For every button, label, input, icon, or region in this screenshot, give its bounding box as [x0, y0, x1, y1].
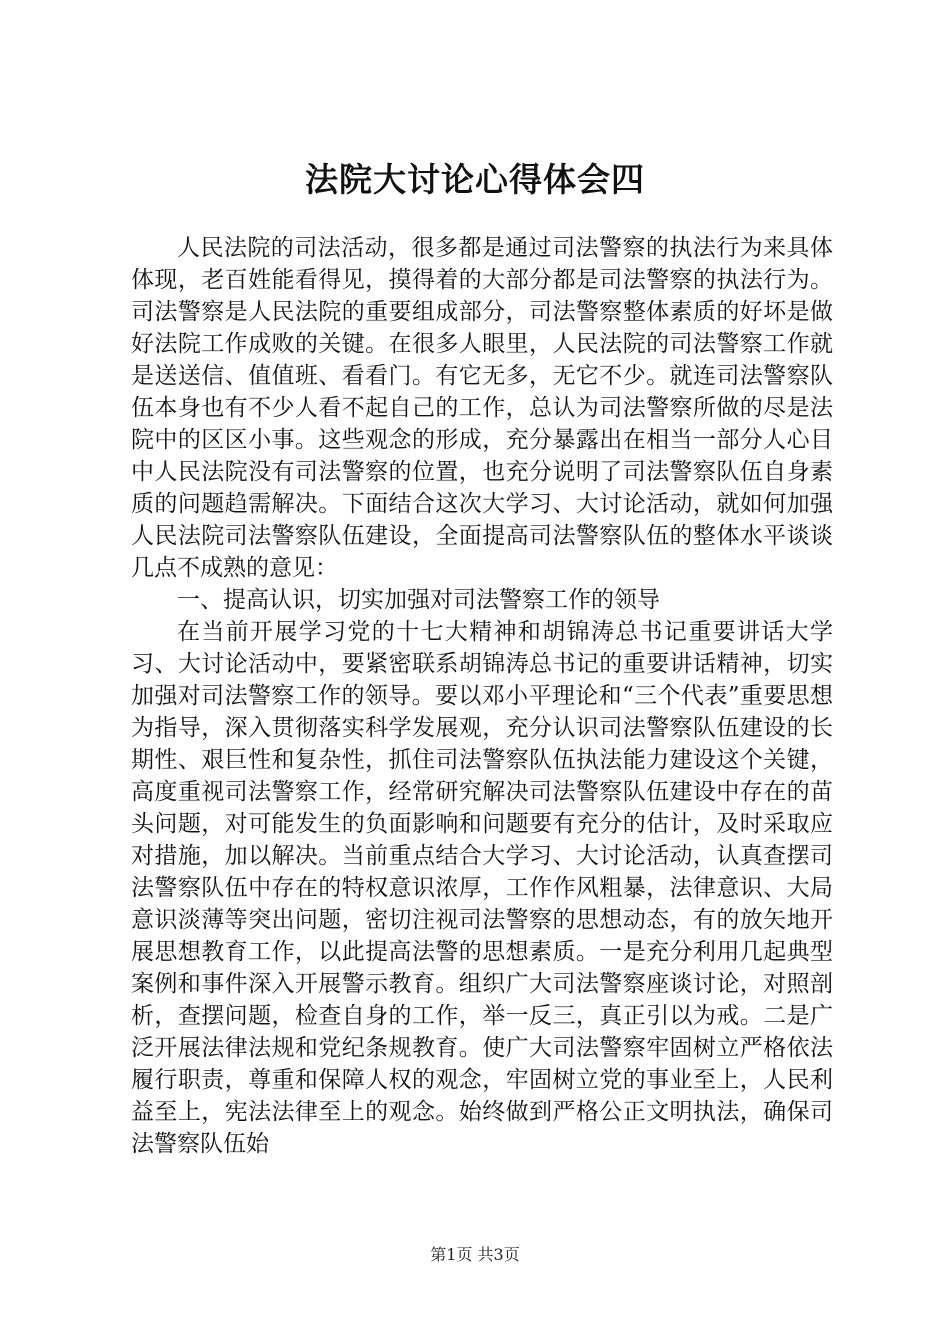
section-heading-1: 一、提高认识，切实加强对司法警察工作的领导 [177, 587, 660, 613]
paragraph-section-1: 在当前开展学习党的十七大精神和胡锦涛总书记重要讲话大学习、大讨论活动中，要紧密联系胡锦涛总书记的重要讲话精神，切实加强对司法警察工作的领导。要以邓小平理论和“三个代表”重要思想为指导，深入贯彻落实科学发展观，充分认识司法警察队伍建设的长期性、艰巨性和复杂性，抓住司法警察队伍执法能力建设这个关键，高度重视司法警察工作，经常研究解决司法警察队伍建设中存在的苗头问题，对可能发生的负面影响和问题要有充分的估计，及时采取应对措施，加以解决。当前重点结合大学习、大讨论活动，认真查摆司法警察队伍中存在的特权意识浓厚，工作作风粗暴，法律意识、大局意识淡薄等突出问题，密切注视司法警察的思想动态，有的放矢地开展思想教育工作，以此提高法警的思想素质。一是充分利用几起典型案例和事件深入开展警示教育。组织广大司法警察座谈讨论，对照剖析，查摆问题，检查自身的工作，举一反三，真正引以为戒。二是广泛开展法律法规和党纪条规教育。使广大司法警察牢固树立严格依法履行职责，尊重和保障人权的观念，牢固树立党的事业至上，人民利益至上，宪法法律至上的观念。始终做到严格公正文明执法，确保司法警察队伍始 [131, 619, 833, 1157]
paragraph-intro: 人民法院的司法活动，很多都是通过司法警察的执法行为来具体体现，老百姓能看得见，摸得着的大部分都是司法警察的执法行为。司法警察是人民法院的重要组成部分，司法警察整体素质的好坏是做好法院工作成败的关键。在很多人眼里，人民法院的司法警察工作就是送送信、值值班、看看门。有它无多，无它不少。就连司法警察队伍本身也有不少人看不起自己的工作，总认为司法警察所做的尽是法院中的区区小事。这些观念的形成，充分暴露出在相当一部分人心目中人民法院没有司法警察的位置，也充分说明了司法警察队伍自身素质的问题趋需解决。下面结合这次大学习、大讨论活动，就如何加强人民法院司法警察队伍建设，全面提高司法警察队伍的整体水平谈谈几点不成熟的意见： [131, 235, 833, 581]
page-number-footer: 第1页 共3页 [430, 1245, 520, 1264]
document-body [131, 232, 833, 1160]
document-title: 法院大讨论心得体会四 [305, 160, 645, 199]
